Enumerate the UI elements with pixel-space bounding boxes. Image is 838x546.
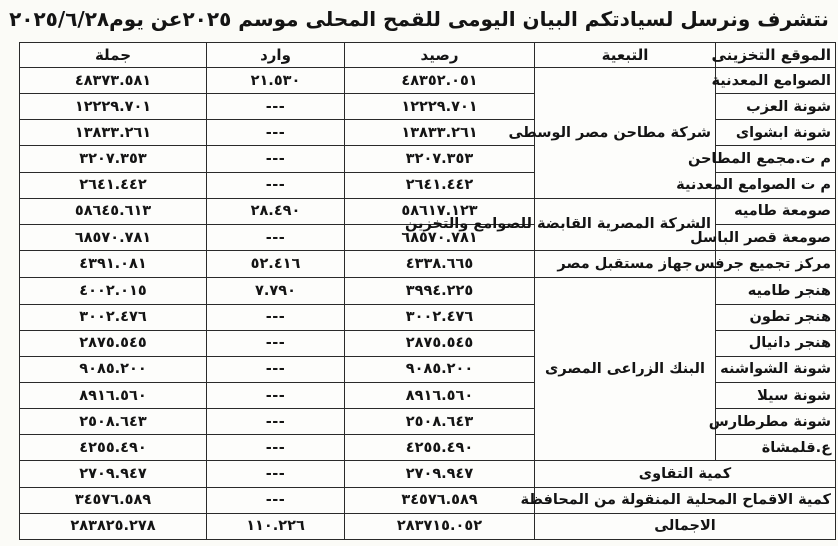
incoming-cell: --- <box>207 224 345 250</box>
balance-cell: ٢٥٠٨.٦٤٣ <box>345 409 535 435</box>
transported-label: كمية الاقماح المحلية المنقولة من المحافظة <box>535 487 836 513</box>
incoming-cell: ٢١.٥٣٠ <box>207 68 345 94</box>
header-balance: رصيد <box>345 43 535 68</box>
balance-cell: ٤٣٣٨.٦٦٥ <box>345 251 535 278</box>
affiliation-cell: الشركة المصرية القابضة للصوامع والتخزين <box>535 198 716 250</box>
total-cell: ٣٤٥٧٦.٥٨٩ <box>20 487 207 513</box>
balance-cell: ٢٨٧٥.٥٤٥ <box>345 330 535 356</box>
location-cell: شونة العزب <box>716 94 836 120</box>
table-row <box>20 68 836 94</box>
table-row <box>20 198 836 224</box>
table-row <box>20 251 836 278</box>
total-cell: ١٣٨٣٣.٢٦١ <box>20 120 207 146</box>
total-cell: ٢٨٣٨٢٥.٢٧٨ <box>20 513 207 539</box>
location-cell: مركز تجميع جرفس <box>716 251 836 278</box>
header-total: جملة <box>20 43 207 68</box>
total-cell: ٤٣٩١.٠٨١ <box>20 251 207 278</box>
balance-cell: ٩٠٨٥.٢٠٠ <box>345 356 535 382</box>
header-incoming: وارد <box>207 43 345 68</box>
location-cell: شونة سيلا <box>716 382 836 408</box>
incoming-cell: --- <box>207 94 345 120</box>
balance-cell: ٥٨٦١٧.١٢٣ <box>345 198 535 224</box>
location-cell: صومعة قصر الباسل <box>716 224 836 250</box>
incoming-cell: ٥٢.٤١٦ <box>207 251 345 278</box>
balance-cell: ٦٨٥٧٠.٧٨١ <box>345 224 535 250</box>
location-cell: شونة ابشواى <box>716 120 836 146</box>
location-cell: صومعة طاميه <box>716 198 836 224</box>
location-cell: هنجر دانيال <box>716 330 836 356</box>
balance-cell: ٢٧٠٩.٩٤٧ <box>345 461 535 487</box>
transported-row <box>20 487 836 513</box>
total-cell: ٦٨٥٧٠.٧٨١ <box>20 224 207 250</box>
incoming-cell: --- <box>207 382 345 408</box>
seeds-label: كمية التقاوى <box>535 461 836 487</box>
location-cell: شونة الشواشنه <box>716 356 836 382</box>
location-cell: هنجر طاميه <box>716 278 836 304</box>
incoming-cell: --- <box>207 356 345 382</box>
total-cell: ٢٦٤١.٤٤٢ <box>20 172 207 198</box>
grand-total-label: الاجمالى <box>535 513 836 539</box>
location-cell: الصوامع المعدنية <box>716 68 836 94</box>
balance-cell: ٣٠٠٢.٤٧٦ <box>345 304 535 330</box>
incoming-cell: --- <box>207 304 345 330</box>
incoming-cell: --- <box>207 487 345 513</box>
balance-cell: ٨٩١٦.٥٦٠ <box>345 382 535 408</box>
total-cell: ٤٢٥٥.٤٩٠ <box>20 435 207 461</box>
location-cell: هنجر تطون <box>716 304 836 330</box>
header-affiliation: التبعية <box>535 43 716 68</box>
location-cell: شونة مطرطارس <box>716 409 836 435</box>
location-cell: ع.قلمشاة <box>716 435 836 461</box>
balance-cell: ١٣٨٣٣.٢٦١ <box>345 120 535 146</box>
seeds-row <box>20 461 836 487</box>
total-cell: ٤٨٣٧٣.٥٨١ <box>20 68 207 94</box>
total-cell: ٤٠٠٢.٠١٥ <box>20 278 207 304</box>
affiliation-cell: شركة مطاحن مصر الوسطى <box>535 68 716 199</box>
affiliation-cell: جهاز مستقبل مصر <box>535 251 716 278</box>
incoming-cell: ٢٨.٤٩٠ <box>207 198 345 224</box>
location-cell: م ت الصوامع المعدنية <box>716 172 836 198</box>
incoming-cell: ٧.٧٩٠ <box>207 278 345 304</box>
document-title: نتشرف ونرسل لسيادتكم البيان اليومى للقمح المحلى موسم ٢٠٢٥عن يوم٢٠٢٥/٦/٢٨ <box>9 7 829 31</box>
total-cell: ١٢٢٢٩.٧٠١ <box>20 94 207 120</box>
incoming-cell: --- <box>207 120 345 146</box>
header-location: الموقع التخزينى <box>716 43 836 68</box>
incoming-cell: --- <box>207 409 345 435</box>
balance-cell: ٣٩٩٤.٢٢٥ <box>345 278 535 304</box>
balance-cell: ٤٨٣٥٢.٠٥١ <box>345 68 535 94</box>
total-cell: ٣٢٠٧.٣٥٣ <box>20 146 207 172</box>
incoming-cell: --- <box>207 435 345 461</box>
affiliation-cell: البنك الزراعى المصرى <box>535 278 716 461</box>
wheat-report-table <box>19 42 836 540</box>
total-cell: ٨٩١٦.٥٦٠ <box>20 382 207 408</box>
balance-cell: ١٢٢٢٩.٧٠١ <box>345 94 535 120</box>
total-cell: ٩٠٨٥.٢٠٠ <box>20 356 207 382</box>
total-cell: ٣٠٠٢.٤٧٦ <box>20 304 207 330</box>
total-cell: ٥٨٦٤٥.٦١٣ <box>20 198 207 224</box>
total-cell: ٢٥٠٨.٦٤٣ <box>20 409 207 435</box>
table-row <box>20 278 836 304</box>
incoming-cell: --- <box>207 461 345 487</box>
balance-cell: ٣٤٥٧٦.٥٨٩ <box>345 487 535 513</box>
header-row <box>20 43 836 68</box>
balance-cell: ٢٦٤١.٤٤٢ <box>345 172 535 198</box>
total-cell: ٢٨٧٥.٥٤٥ <box>20 330 207 356</box>
incoming-cell: --- <box>207 146 345 172</box>
incoming-cell: --- <box>207 172 345 198</box>
incoming-cell: --- <box>207 330 345 356</box>
location-cell: م ت.مجمع المطاحن <box>716 146 836 172</box>
grand-total-row <box>20 513 836 539</box>
balance-cell: ٤٢٥٥.٤٩٠ <box>345 435 535 461</box>
total-cell: ٢٧٠٩.٩٤٧ <box>20 461 207 487</box>
balance-cell: ٣٢٠٧.٣٥٣ <box>345 146 535 172</box>
incoming-cell: ١١٠.٢٢٦ <box>207 513 345 539</box>
balance-cell: ٢٨٣٧١٥.٠٥٢ <box>345 513 535 539</box>
